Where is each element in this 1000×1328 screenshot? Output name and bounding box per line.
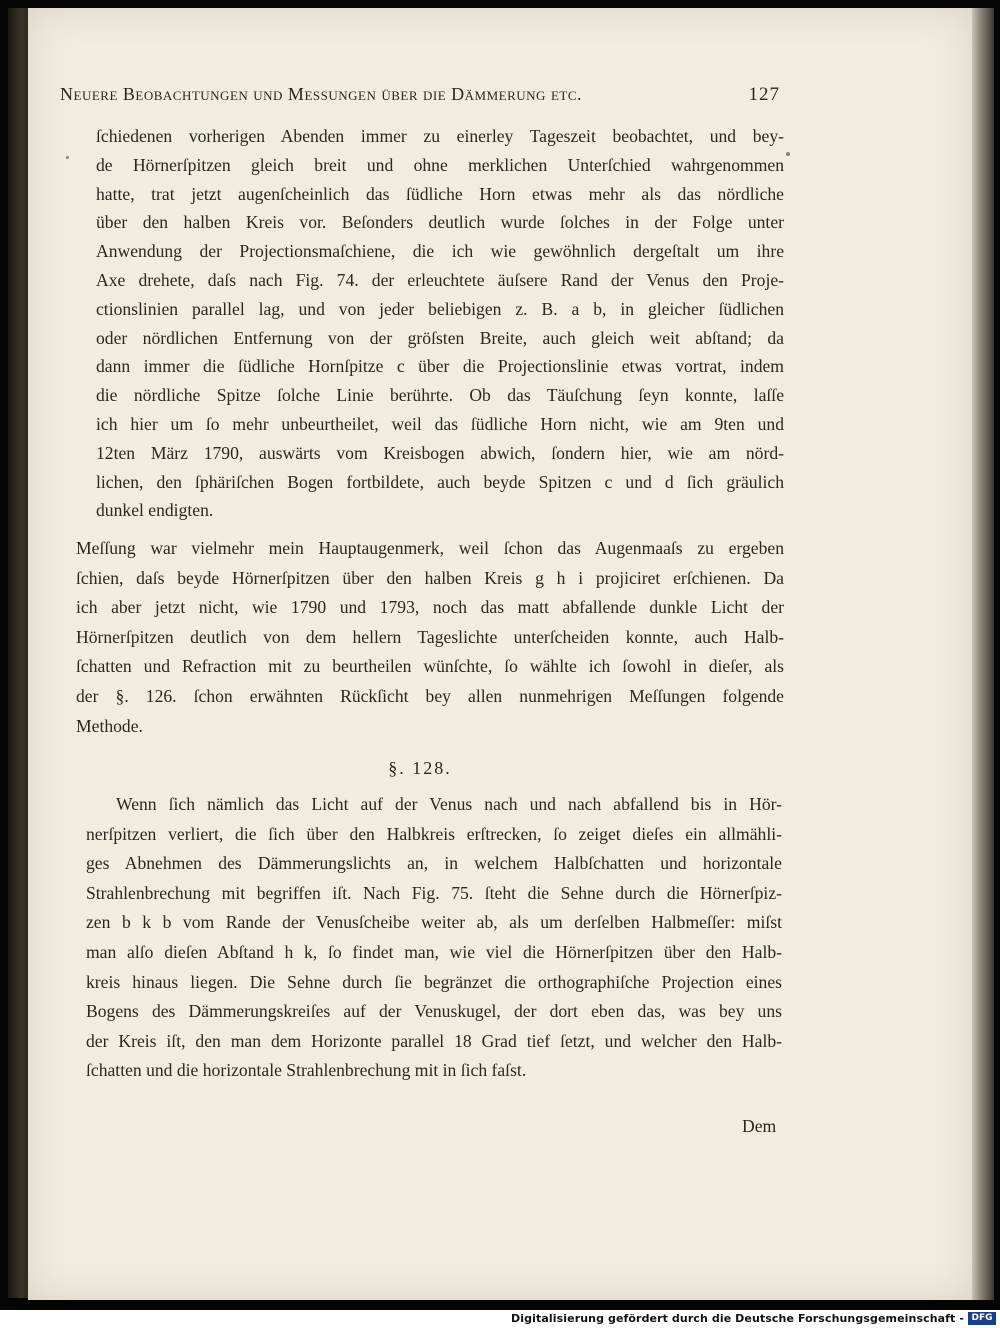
text-line: man alſo dieſen Abſtand h k, ſo findet man, wie viel die Hörnerſpitzen über den Halb- (86, 941, 782, 962)
text-line: ſchiedenen vorherigen Abenden immer zu einerley Tageszeit beobachtet, und bey- (96, 126, 784, 146)
text-line: de Hörnerſpitzen gleich breit und ohne merklichen Unterſchied wahrgenommen (96, 154, 784, 175)
running-title: Neuere Beobachtungen und Messungen über die Dämmerung etc. (60, 84, 582, 104)
text-line: lichen, den ſphäriſchen Bogen fortbildete, auch beyde Spitzen c und d ſich gräulich (96, 471, 784, 492)
text-line: ſchien, daſs beyde Hörnerſpitzen über den halben Kreis g h i projiciret erſchienen. Da (76, 567, 784, 588)
page-edge-right (972, 8, 994, 1300)
running-header (60, 84, 780, 106)
dfg-logo-icon[interactable]: DFG (968, 1312, 996, 1325)
catchword: Dem (742, 1116, 777, 1136)
text-line: Hörnerſpitzen deutlich von dem hellern Tageslichte unterſcheiden konnte, auch Halb- (76, 626, 784, 647)
text-line: ctionslinien parallel lag, und von jeder beliebigen z. B. a b, in gleicher ſüdlichen (96, 298, 784, 319)
text-line: der §. 126. ſchon erwähnten Rückſicht bey allen nunmehrigen Meſſungen folgende (76, 685, 784, 706)
text-line: Wenn ſich nämlich das Licht auf der Venus nach und nach abfallend bis in Hör- (116, 794, 782, 814)
paper-speck (66, 156, 69, 159)
text-line: ſchatten und Refraction mit zu beurtheilen wünſchte, ſo wählte ich ſowohl in dieſer, als (76, 656, 784, 677)
page-number: 127 (748, 84, 780, 105)
text-line: die nördliche Spitze ſolche Linie berührte. Ob das Täuſchung ſeyn konnte, laſſe (96, 385, 784, 406)
funding-credit: Digitalisierung gefördert durch die Deutsche Forschungsgemeinschaft - (511, 1312, 964, 1325)
text-line: 12ten März 1790, auswärts vom Kreisbogen abwich, ſondern hier, wie am nörd- (96, 442, 784, 463)
text-line: hatte, trat jetzt augenſcheinlich das ſüdliche Horn etwas mehr als das nördliche (96, 183, 784, 204)
text-line: Strahlenbrechung mit begriffen iſt. Nach Fig. 75. ſteht die Sehne durch die Hörnerſpiz- (86, 882, 782, 903)
text-line: ſchatten und die horizontale Strahlenbrechung mit in ſich faſst. (86, 1060, 527, 1081)
text-line: ges Abnehmen des Dämmerungslichts an, in welchem Halbſchatten und horizontale (86, 853, 782, 874)
paragraph-continued (96, 122, 784, 525)
text-line: Bogens des Dämmerungskreiſes auf der Venuskugel, der dort eben das, was bey uns (86, 1001, 782, 1022)
text-line: nerſpitzen verliert, die ſich über den Halbkreis erſtrecken, ſo zeiget dieſes ein allmähli- (86, 823, 782, 844)
text-line: dunkel endigten. (96, 500, 214, 521)
text-line: über den halben Kreis vor. Beſonders deutlich wurde ſolches in der Folge unter (96, 212, 784, 233)
text-line: oder nördlichen Entfernung von der gröſsten Breite, auch gleich weit abſtand; da (96, 327, 784, 348)
book-spine-edge (8, 8, 30, 1298)
text-line: Axe drehete, daſs nach Fig. 74. der erleuchtete äuſsere Rand der Venus den Proje- (96, 269, 784, 290)
paragraph-section-128 (86, 790, 782, 1086)
text-line: Methode. (76, 715, 143, 736)
text-line: ich hier um ſo mehr unbeurtheilet, weil das ſüdliche Horn nicht, wie am 9ten und (96, 413, 784, 434)
text-line: Anwendung der Projectionsmaſchiene, die ich wie gewöhnlich dergeſtalt um ihre (96, 241, 784, 262)
paper-speck (786, 152, 790, 156)
section-heading: §. 128. (388, 758, 452, 778)
paragraph-measurement (76, 534, 784, 741)
text-line: kreis hinaus liegen. Die Sehne durch ſie begränzet die orthographiſche Projection eines (86, 971, 782, 992)
text-line: ich aber jetzt nicht, wie 1790 und 1793, noch das matt abfallende dunkle Licht der (76, 597, 784, 618)
text-line: der Kreis iſt, den man dem Horizonte parallel 18 Grad tief ſetzt, und welcher den Halb- (86, 1030, 782, 1051)
text-line: dann immer die ſüdliche Hornſpitze c über die Projectionslinie etwas vortrat, indem (96, 356, 784, 377)
text-line: zen b k b vom Rande der Venusſcheibe weiter ab, als um derſelben Halbmeſſer: miſst (86, 912, 782, 933)
text-line: Meſſung war vielmehr mein Hauptaugenmerk, weil ſchon das Augenmaaſs zu ergeben (76, 538, 784, 558)
